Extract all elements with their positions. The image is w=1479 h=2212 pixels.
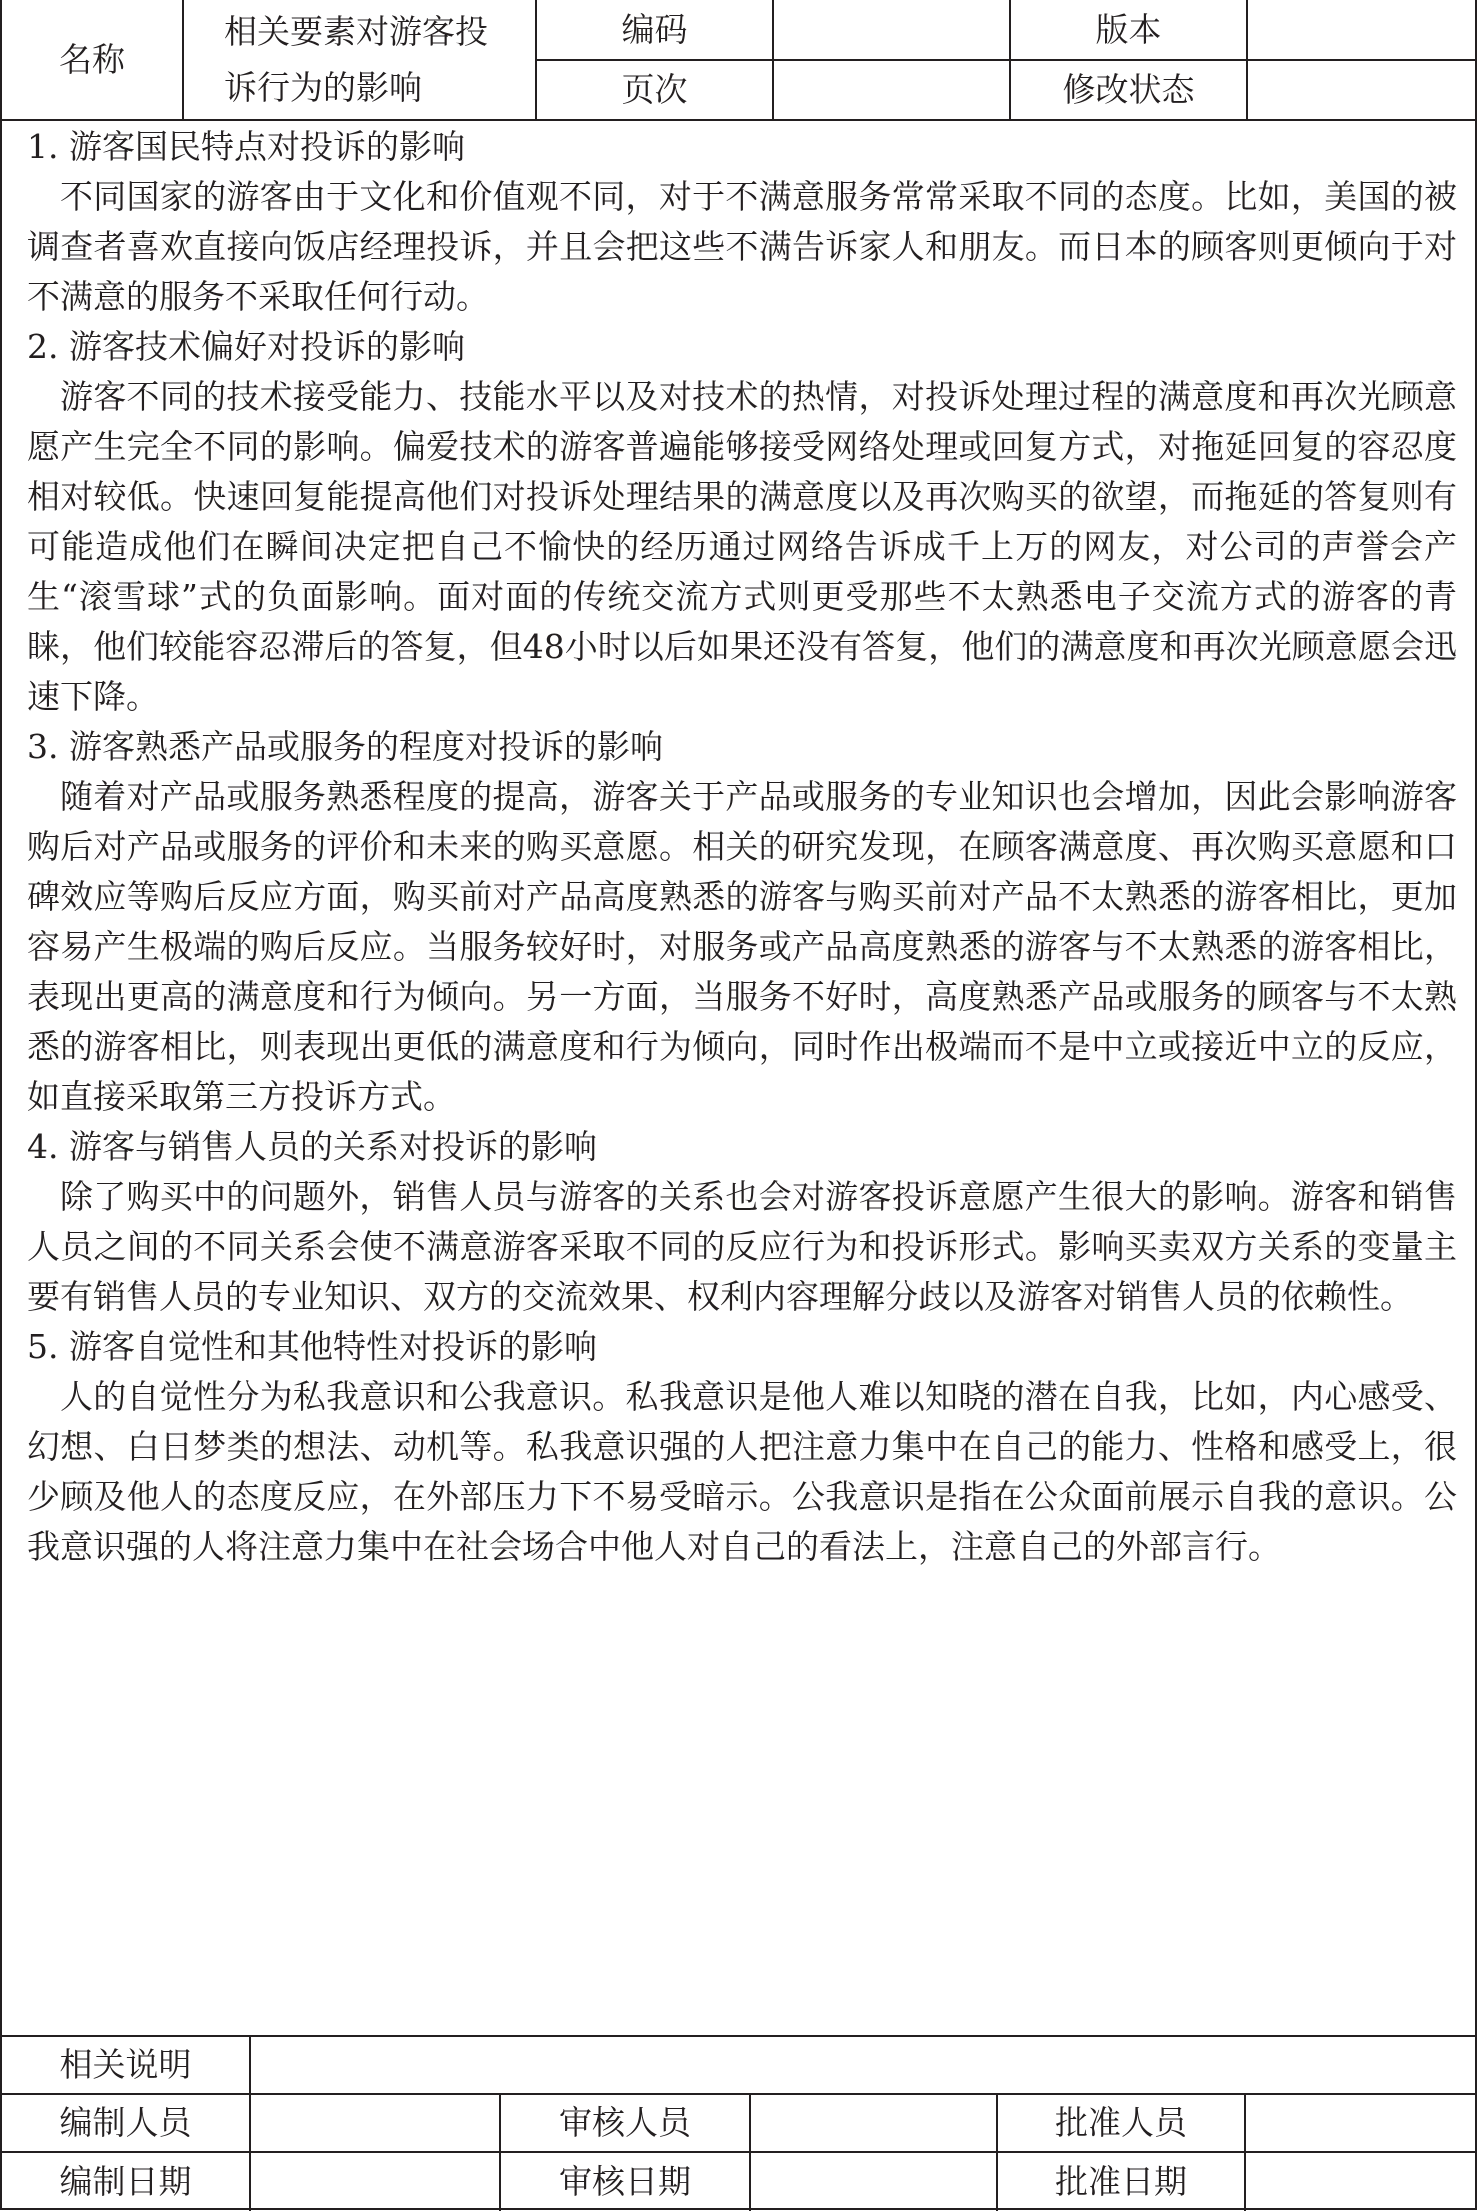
- approver-value: [1245, 2094, 1477, 2152]
- review-date-value: [750, 2152, 997, 2211]
- header-table: [2, 0, 1477, 121]
- version-label: 版本: [1010, 0, 1247, 60]
- code-label: 编码: [536, 0, 773, 60]
- document-body: [27, 122, 1457, 1572]
- version-value: [1247, 0, 1477, 60]
- name-value-text: 相关要素对游客投诉行为的影响: [224, 11, 488, 107]
- footer-table: [2, 2035, 1477, 2211]
- name-label: 名称: [2, 0, 183, 120]
- revision-label: 修改状态: [1010, 60, 1247, 120]
- section-paragraph: 不同国家的游客由于文化和价值观不同，对于不满意服务常常采取不同的态度。比如，美国的被调查者喜欢直接向饭店经理投诉，并且会把这些不满告诉家人和朋友。而日本的顾客则更倾向于对不满意的服务不采取任何行动。: [27, 177, 1457, 316]
- section-heading: 4. 游客与销售人员的关系对投诉的影响: [27, 1127, 597, 1166]
- code-value: [773, 0, 1010, 60]
- section-paragraph: 游客不同的技术接受能力、技能水平以及对技术的热情，对投诉处理过程的满意度和再次光顾意愿产生完全不同的影响。偏爱技术的游客普遍能够接受网络处理或回复方式，对拖延回复的容忍度相对较低。快速回复能提高他们对投诉处理结果的满意度以及再次购买的欲望，而拖延的答复则有可能造成他们在瞬间决定把自己不愉快的经历通过网络告诉成千上万的网友，对公司的声誉会产生“滚雪球”式的负面影响。面对面的传统交流方式则更受那些不太熟悉电子交流方式的游客的青睐，他们较能容忍滞后的答复，但48小时以后如果还没有答复，他们的满意度和再次光顾意愿会迅速下降。: [27, 377, 1457, 716]
- editor-value: [250, 2094, 500, 2152]
- section-paragraph: 除了购买中的问题外，销售人员与游客的关系也会对游客投诉意愿产生很大的影响。游客和销售人员之间的不同关系会使不满意游客采取不同的反应行为和投诉形式。影响买卖双方关系的变量主要有销售人员的专业知识、双方的交流效果、权利内容理解分歧以及游客对销售人员的依赖性。: [27, 1177, 1457, 1316]
- reviewer-value: [750, 2094, 997, 2152]
- approve-date-value: [1245, 2152, 1477, 2211]
- section-heading: 5. 游客自觉性和其他特性对投诉的影响: [27, 1327, 597, 1366]
- section-heading: 2. 游客技术偏好对投诉的影响: [27, 327, 465, 366]
- page-value: [773, 60, 1010, 120]
- section-paragraph: 人的自觉性分为私我意识和公我意识。私我意识是他人难以知晓的潜在自我，比如，内心感受、幻想、白日梦类的想法、动机等。私我意识强的人把注意力集中在自己的能力、性格和感受上，很少顾及他人的态度反应，在外部压力下不易受暗示。公我意识是指在公众面前展示自我的意识。公我意识强的人将注意力集中在社会场合中他人对自己的看法上，注意自己的外部言行。: [27, 1377, 1457, 1566]
- page-label: 页次: [536, 60, 773, 120]
- notes-value: [250, 2036, 1477, 2094]
- name-value: [183, 0, 536, 120]
- revision-value: [1247, 60, 1477, 120]
- edit-date-value: [250, 2152, 500, 2211]
- section-heading: 3. 游客熟悉产品或服务的程度对投诉的影响: [27, 727, 663, 766]
- notes-label: 相关说明: [2, 2036, 250, 2094]
- approver-label: 批准人员: [997, 2094, 1245, 2152]
- reviewer-label: 审核人员: [500, 2094, 750, 2152]
- review-date-label: 审核日期: [500, 2152, 750, 2211]
- section-heading: 1. 游客国民特点对投诉的影响: [27, 127, 465, 166]
- approve-date-label: 批准日期: [997, 2152, 1245, 2211]
- edit-date-label: 编制日期: [2, 2152, 250, 2211]
- section-paragraph: 随着对产品或服务熟悉程度的提高，游客关于产品或服务的专业知识也会增加，因此会影响游客购后对产品或服务的评价和未来的购买意愿。相关的研究发现，在顾客满意度、再次购买意愿和口碑效应等购后反应方面，购买前对产品高度熟悉的游客与购买前对产品不太熟悉的游客相比，更加容易产生极端的购后反应。当服务较好时，对服务或产品高度熟悉的游客与不太熟悉的游客相比，表现出更高的满意度和行为倾向。另一方面，当服务不好时，高度熟悉产品或服务的顾客与不太熟悉的游客相比，则表现出更低的满意度和行为倾向，同时作出极端而不是中立或接近中立的反应，如直接采取第三方投诉方式。: [27, 777, 1457, 1116]
- editor-label: 编制人员: [2, 2094, 250, 2152]
